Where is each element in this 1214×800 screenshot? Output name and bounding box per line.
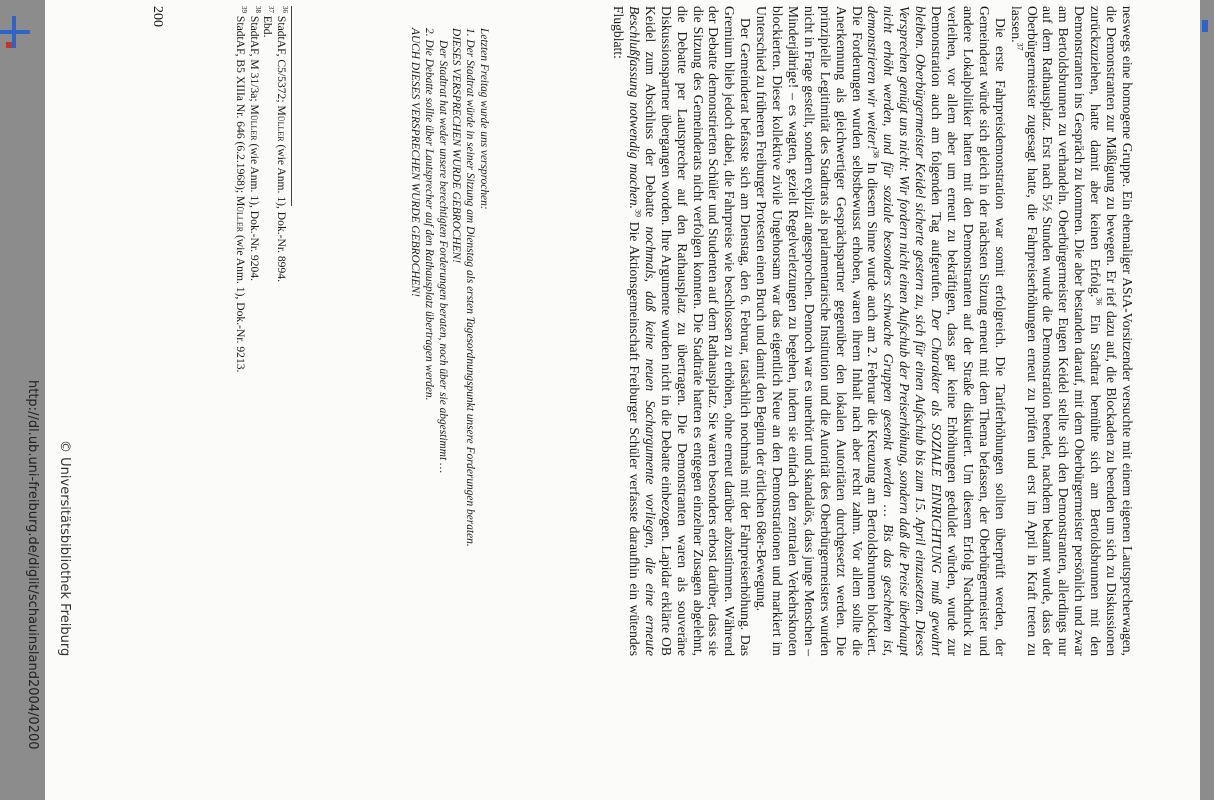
text-run: In diesem Sinne wurde auch am 2. Februar die Kreuzung am Bertoldsbrunnen blockiert. Die Forderungen wurden selbstbewusst erhoben, waren ihrem Inhalt nach aber recht zahm. Vor allem sollte die Anerkennung als gleichwertiger Gesprächspartner gegenüber den lokalen Autoritäten durchgesetzt werden. Die prinzipielle Legitimität des Stadtrats als parlamentarische Institution und die Autorität des Oberbürgermeisters wurden nicht in Frage gestellt, sondern explizit angesprochen. Dennoch war es unerhört und skandalös, dass junge Menschen – Minderjährige! – es wagten, gezielt Regelverletzungen zu begehen, indem sie einfach den zentralen Verkehrsknoten blockierten. Dieser kollektive zivile Ungehorsam war das eigentlich Neue an den Demonstrationen und markiert im Unterschied zu früheren Freiburger Protesten einen Bruch und damit den Beginn der örtlichen 68er-Bewegung. (754, 6, 881, 656)
footnote: $^{38}$ StadtAF, M 31/3a; Müller (wie Anm. 1), Dok.-Nr. 9204. (248, 6, 262, 282)
author-name: Müller (234, 195, 248, 233)
paragraph (610, 6, 753, 656)
footnote: $^{37}$ Ebd. (261, 6, 276, 38)
viewer-logo-accent-icon (6, 42, 12, 48)
author-name: Müller (248, 104, 261, 141)
flugblatt-line: 2. Die Debatte sollte über Lautsprecher auf den Rathausplatz übertragen werden. (422, 28, 435, 401)
text-run: Der Gemeinderat befasste sich am Dienstag, den 6. Februar, tatsächlich nochmals mit der Fahrpreiserhöhung. Das Gremium blieb jedoch dabei, die Fahrpreise wie beschlossen zu erhöhen, ohne erneut darüber abzustimmen. Während der Debatte demonstrierten Schüler und Studenten auf dem Rathausplatz. Sie waren besonders erbost darüber, dass sie die Sitzung des Gemeinderats nicht verfolgen konnten. Die Stadträte hatten es entgegen einzelner Zusagen abgelehnt, die Debatte per Lautsprecher auf den Rathausplatz zu übertragen. Die Demonstranten waren als souveräne Diskussionspartner übergangen worden. Ihre Argumente wurden nicht in die Debatte einbezogen. Lapidar erklärte OB Keidel zum Abschluss der Debatte (642, 6, 754, 656)
quoted-text: Der Charakter als SOZIALE EINRICHTUNG muß gewahrt bleiben. Oberbürgermeister Keidel sicherte gestern zu, sich für einen Aufschub bis zum 15. April einzusetzen. Dieses Versprechen genügt uns nicht: Wir fordern nicht einen Aufschub der Preiserhöhung, sondern daß die Preise überhaupt nicht erhöht werden, und für soziale besonders schwache Gruppen gesenkt werden … Bis das geschehen ist, demonstrieren wir weiter! (865, 6, 945, 656)
text-run: neswegs eine homogene Gruppe. Ein ehemaliger AStA-Vorsitzender versuchte mit einem eigenen Lautsprecherwagen, die Demonstranten zur Mäßigung zu bewegen. Er rief dazu auf, die Blockaden zu beenden um sich zu Diskussionen zurückzuziehen, hatte damit aber keinen Erfolg. (1088, 6, 1135, 656)
flugblatt-line: Letzten Freitag wurde uns versprochen: (478, 28, 490, 210)
flugblatt-line: Der Stadtrat hat weder unsere berechtigten Forderungen beraten, noch über sie abgestimmt … (436, 40, 449, 474)
flugblatt-quote (407, 6, 490, 656)
footnote: $^{36}$ StadtAF, C5/5372; Müller (wie Anm. 1), Dok.-Nr. 8994. (275, 6, 289, 282)
flugblatt-line: 1. Der Stadtrat würde in seiner Sitzung am Dienstag als ersten Tagesordnungspunkt unsere Forderungen beraten. (464, 28, 477, 547)
quoted-text: nochmals, daß keine neuen Sachargumente vorliegen, die eine erneute Beschlußfassung notwendig machen. (626, 6, 658, 656)
footnote: $^{39}$ StadtAF, B5 XIIIa Nr. 646 (6.2.1968); Müller (wie Anm. 1), Dok.-Nr. 9213. (234, 6, 249, 373)
footnote-number: 37 (267, 6, 276, 13)
footnote-ref: 38 (872, 149, 882, 158)
text-run: Die Aktionsgemeinschaft Freiburger Schüler verfasste daraufhin ein wütendes Flugblatt: (611, 6, 642, 656)
paragraph (1008, 6, 1135, 656)
footnote-ref: 37 (1015, 42, 1025, 51)
footnote-number: 36 (280, 6, 289, 13)
footnote-ref: 39 (633, 209, 643, 218)
right-margin-strip (1200, 0, 1214, 800)
author-name: Müller (275, 105, 288, 142)
footnote-ref: 36 (1094, 297, 1104, 306)
flugblatt-line: AUCH DIESES VERSPRECHEN WURDE GEBROCHEN! (409, 28, 422, 297)
paragraph (753, 6, 1008, 656)
footnote-divider (291, 6, 292, 206)
page-url[interactable]: http://dl.ub.uni-freiburg.de/diglit/schauinsland2004/0200 (25, 380, 40, 750)
text-run: Ein Stadtrat bemühte sich am Bertoldsbrunnen mit den Demonstranten ins Gespräch zu kommen. Die aber bestanden darauf, mit dem Oberbürgermeister persönlich und zwar am Bertoldsbrunnen zu verhandeln. Oberbürgermeister Eugen Keidel stellte sich den Demonstranten, allerdings nur auf dem Rathausplatz. Erst nach 5½ Stunden wurde die Demonstration beendet, nachdem bekannt wurde, dass der Oberbürgermeister zugesagt hatte, die Fahrpreiserhöhungen erneut zu prüfen und erst im April in Kraft treten zu lassen. (1008, 6, 1104, 656)
viewer-logo-icon (1202, 20, 1208, 32)
page-number: 200 (150, 6, 165, 27)
footnotes (234, 6, 288, 656)
viewer-logo-bar-icon (0, 30, 30, 34)
footnote-number: 38 (253, 6, 262, 13)
copyright-line: © Universitätsbibliothek Freiburg (57, 440, 72, 657)
footnote-number: 39 (240, 6, 249, 13)
scanned-page (25, 0, 1200, 800)
text-run: Die erste Fahrpreisdemonstration war somit erfolgreich. Die Tariferhöhungen sollten überprüft werden, der Gemeinderat würde sich gleich in der nächsten Sitzung erneut mit dem Thema befassen, der Oberbürgermeister und andere Lokalpolitiker hatten mit den Demonstranten auf der Straße diskutiert. Um diesem Erfolg Nachdruck zu verleihen, vor allem aber um erneut zu bekräftigen, dass gar keine Erhöhungen geduldet würden, wurde zur Demonstration auch am folgenden Tag aufgerufen. (929, 6, 1008, 656)
body-text (610, 6, 1135, 656)
flugblatt-line: DIESES VERSPRECHEN WURDE GEBROCHEN! (450, 28, 463, 264)
rotated-page-content (25, 0, 1200, 800)
